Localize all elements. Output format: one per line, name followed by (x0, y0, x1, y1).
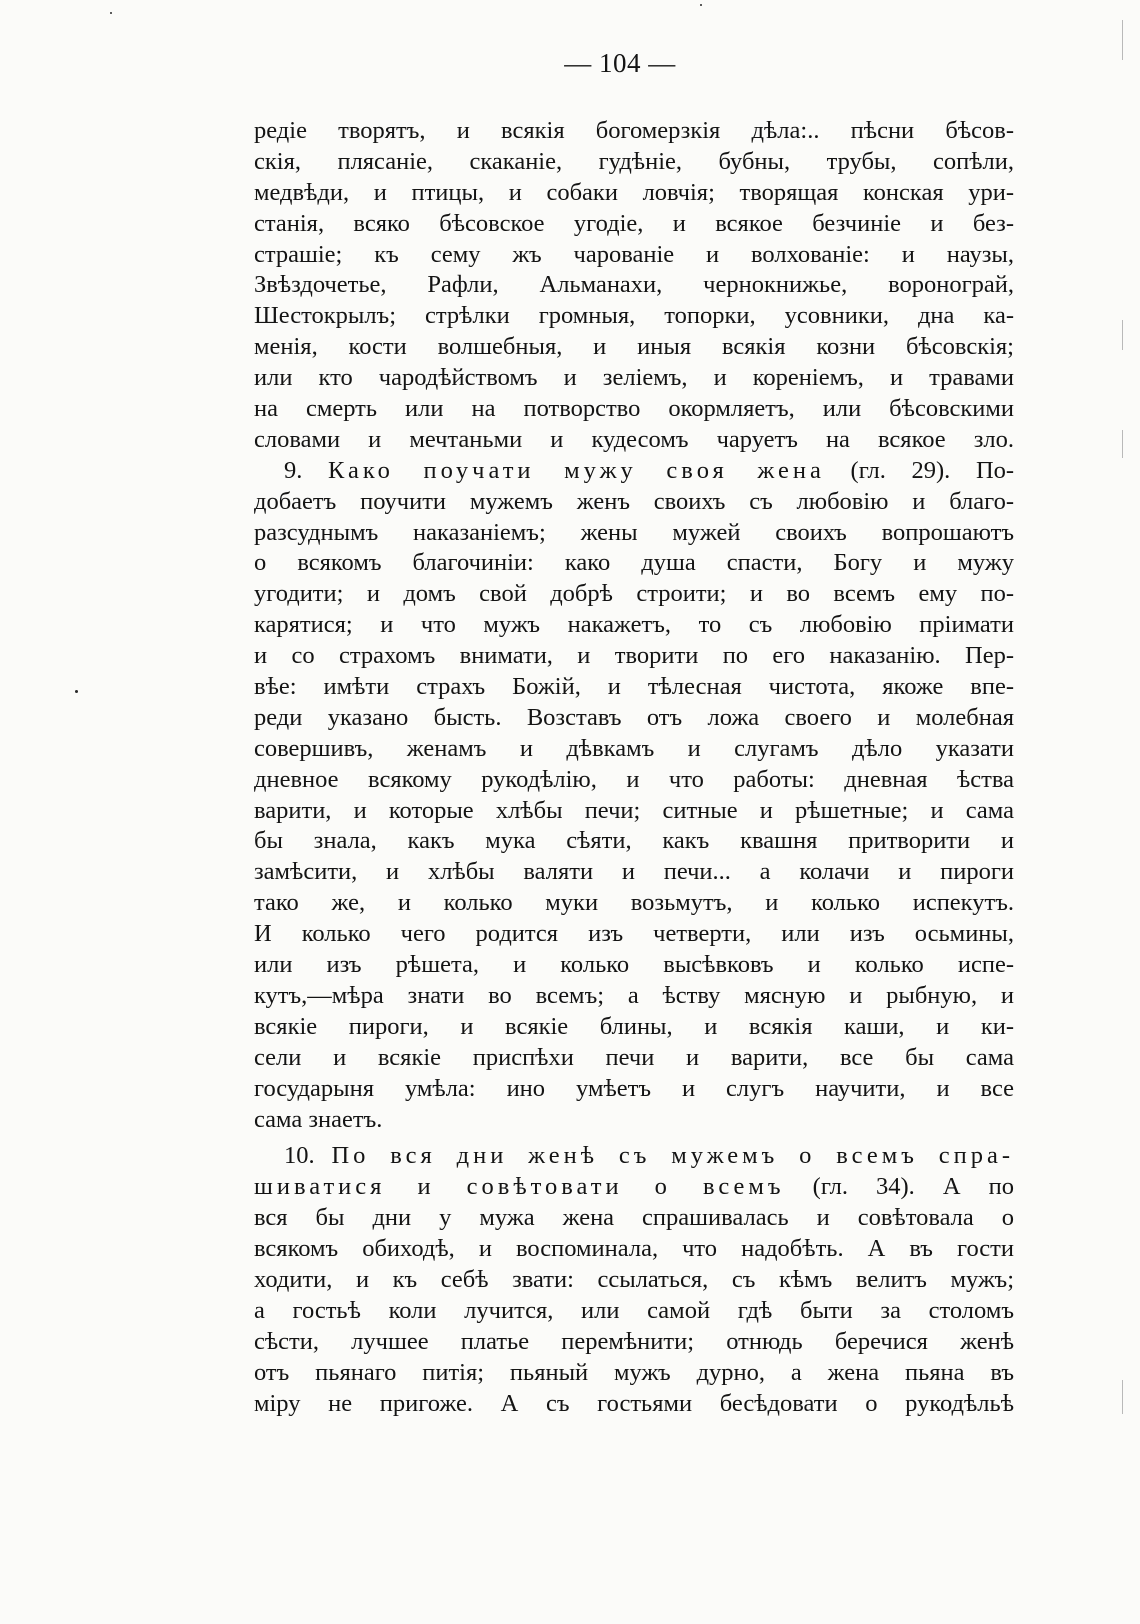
chapter-reference: (гл. 34). (812, 1173, 915, 1201)
text-line: государыня умѣла: ино умѣетъ и слугъ научити, и все (254, 1074, 1014, 1102)
text-line: отъ пьянаго питія; пьяный мужъ дурно, а жена пьяна въ (254, 1358, 1014, 1386)
text-line: добаетъ поучити мужемъ женъ своихъ съ любовію и благо- (254, 487, 1014, 515)
text-line: или кто чародѣйствомъ и зеліемъ, и кореніемъ, и травами (254, 364, 1014, 392)
section-heading-line (254, 1141, 1014, 1172)
text-line: всякомъ обиходѣ, и воспоминала, что надобѣть. А въ гости (254, 1235, 1014, 1263)
text-line: скія, плясаніе, скаканіе, гудѣніе, бубны, трубы, сопѣли, (254, 147, 1014, 175)
text-line: а гостьѣ коли лучится, или самой гдѣ быти за столомъ (254, 1296, 1014, 1324)
scan-speck (75, 690, 78, 693)
text-line: страшіе; къ сему жъ чарованіе и волхованіе: и наузы, (254, 240, 1014, 268)
text-line: вѣе: имѣти страхъ Божій, и тѣлесная чистота, якоже впе- (254, 673, 1014, 701)
text-line: Шестокрылъ; стрѣлки громныя, топорки, усовники, дна ка- (254, 302, 1014, 330)
text-line: всякіе пироги, и всякіе блины, и всякія каши, и ки- (254, 1012, 1014, 1040)
text-line: и со страхомъ внимати, и творити по его наказанію. Пер- (254, 642, 1014, 670)
section-number: 9. (284, 456, 303, 484)
page-text (254, 116, 1014, 1419)
scan-speck (700, 4, 702, 6)
scan-margin-mark (1122, 20, 1123, 60)
text-line: варити, и которые хлѣбы печи; ситные и рѣшетные; и сама (254, 796, 1014, 824)
text-line: міру не пригоже. А съ гостьями бесѣдовати о рукодѣльѣ (254, 1389, 1014, 1417)
section-10 (254, 1141, 1014, 1419)
paragraph-continuation (254, 116, 1014, 456)
text-line: станія, всяко бѣсовское угодіе, и всякое безчиніе и без- (254, 209, 1014, 237)
text-line: или изъ рѣшета, и колько высѣвковъ и колько испе- (254, 951, 1014, 979)
text-line: угодити; и домъ свой добрѣ строити; и во всемъ ему по- (254, 580, 1014, 608)
text-line: И колько чего родится изъ четверти, или изъ осьмины, (254, 920, 1014, 948)
text-line: дневное всякому рукодѣлію, и что работы: дневная ѣства (254, 765, 1014, 793)
text-line: словами и мечтаньми и кудесомъ чаруетъ на всякое зло. (254, 425, 1014, 453)
text-line: менія, кости волшебныя, и иныя всякія козни бѣсовскія; (254, 333, 1014, 361)
text-line: замѣсити, и хлѣбы валяти и печи... а колачи и пироги (254, 858, 1014, 886)
section-heading-line (254, 456, 1014, 487)
text-line: кутъ,—мѣра знати во всемъ; а ѣству мясную и рыбную, и (254, 981, 1014, 1009)
text-line: Звѣздочетье, Рафли, Альманахи, чернокнижье, воронограй, (254, 271, 1014, 299)
text-fragment: По- (975, 456, 1015, 484)
section-number: 10. (284, 1142, 315, 1170)
text-fragment: А по (942, 1173, 1014, 1201)
text-line: вся бы дни у мужа жена спрашивалась и совѣтовала о (254, 1204, 1014, 1232)
text-line: сели и всякіе приспѣхи печи и варити, все бы сама (254, 1043, 1014, 1071)
text-line: реди указано бысть. Возставъ отъ ложа своего и молебная (254, 703, 1014, 731)
text-line: совершивъ, женамъ и дѣвкамъ и слугамъ дѣло указати (254, 734, 1014, 762)
text-line: бы знала, какъ мука сѣяти, какъ квашня притворити и (254, 827, 1014, 855)
text-line: сама знаетъ. (254, 1105, 383, 1133)
scan-speck (110, 12, 112, 14)
text-line: ходити, и къ себѣ звати: ссылаться, съ кѣмъ велитъ мужъ; (254, 1265, 1014, 1293)
page-number: — 104 — (564, 48, 676, 78)
text-line: о всякомъ благочиніи: како душа спасти, Богу и мужу (254, 549, 1014, 577)
section-heading: Како поучати мужу своя жена (328, 456, 825, 484)
text-line: сѣсти, лучшее платье перемѣнити; отнюдь беречися женѣ (254, 1327, 1014, 1355)
section-heading: шиватися и совѣтовати о всемъ (254, 1173, 785, 1201)
text-line: редіе творятъ, и всякія богомерзкія дѣла:.. пѣсни бѣсов- (254, 117, 1014, 144)
section-9 (254, 456, 1014, 1136)
scan-margin-mark (1122, 1380, 1123, 1414)
scan-margin-mark (1122, 320, 1123, 350)
section-heading: По вся дни женѣ съ мужемъ о всемъ спра- (331, 1142, 1015, 1170)
chapter-reference: (гл. 29). (850, 456, 951, 484)
section-heading-line (254, 1172, 1014, 1203)
text-line: разсуднымъ наказаніемъ; жены мужей своихъ вопрошаютъ (254, 518, 1014, 546)
text-line: тако же, и колько муки возьмутъ, и колько испекутъ. (254, 889, 1014, 917)
text-line: карятися; и что мужъ накажетъ, то съ любовію пріимати (254, 611, 1014, 639)
text-line: на смерть или на потворство окормляетъ, или бѣсовскими (254, 395, 1014, 423)
scan-margin-mark (1122, 430, 1123, 458)
text-line: медвѣди, и птицы, и собаки ловчія; творящая конская ури- (254, 178, 1014, 206)
